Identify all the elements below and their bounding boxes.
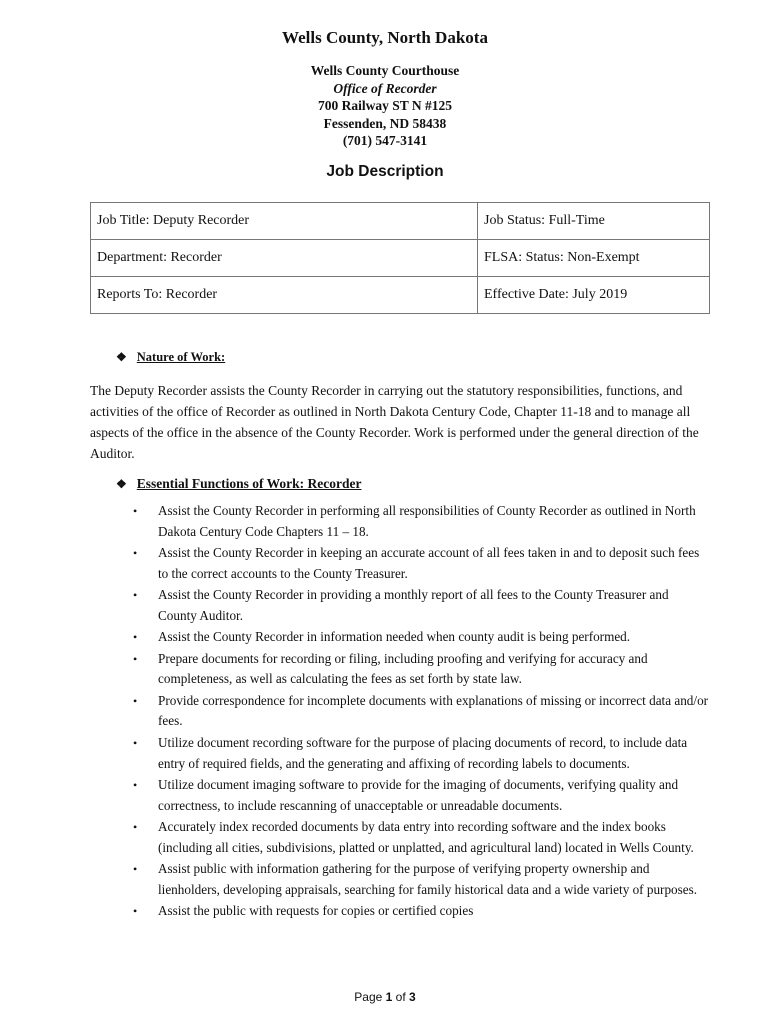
total-pages: 3 xyxy=(409,990,416,1004)
list-item: • Assist public with information gathering for the purpose of verifying property ownership and lienholders, developing appraisals, searching for family historical data and a wide variety of purposes. xyxy=(133,861,698,897)
job-title-cell: Job Title: Deputy Recorder xyxy=(91,203,478,240)
essential-functions-heading xyxy=(116,476,362,492)
table-row xyxy=(91,203,710,240)
of-word: of xyxy=(395,990,406,1004)
list-item: • Assist the County Recorder in performing all responsibilities of County Recorder as outlined in North Dakota Century Code Chapters 11 – 18. xyxy=(133,503,696,539)
list-item: • Utilize document imaging software to provide for the imaging of documents, verifying quality and correctness, to include rescanning of unacceptable or unreadable documents. xyxy=(133,776,679,813)
bullet-icon: • xyxy=(133,693,138,708)
effective-date-cell: Effective Date: July 2019 xyxy=(478,277,710,314)
city-line: Fessenden, ND 58438 xyxy=(323,115,447,131)
nature-heading-text: Nature of Work: xyxy=(136,350,226,364)
address-block xyxy=(0,62,770,150)
bullet-icon: • xyxy=(133,862,138,877)
diamond-bullet-icon: ❖ xyxy=(116,477,127,491)
table-row xyxy=(91,240,710,277)
list-item: • Assist the County Recorder in keeping an accurate account of all fees taken in and to deposit such fees to the correct accounts to the County Treasurer. xyxy=(133,545,700,581)
department-cell: Department: Recorder xyxy=(91,240,478,277)
street-line: 700 Railway ST N #125 xyxy=(317,98,453,113)
nature-of-work-paragraph: The Deputy Recorder assists the County Recorder in carrying out the statutory responsibilities, functions, and activities of the office of Recorder as outlined in North Dakota Century Code, Chapter 11-18 and to manage all aspects of the office in the absence of the County Recorder. Work is performed under the general direction of the Auditor. xyxy=(90,383,699,461)
bullet-icon: • xyxy=(133,630,138,645)
diamond-bullet-icon: ❖ xyxy=(116,350,127,364)
bullet-icon: • xyxy=(133,651,138,666)
list-item: • Assist the public with requests for copies or certified copies xyxy=(120,901,710,922)
document-title: Job Description xyxy=(326,163,444,180)
page-number xyxy=(0,990,770,1004)
essential-functions-list xyxy=(120,501,710,922)
list-item: • Prepare documents for recording or filing, including proofing and verifying for accuracy and completeness, as well as calculating the fees as set forth by state law. xyxy=(133,650,648,687)
job-status-cell: Job Status: Full-Time xyxy=(478,203,710,240)
page-word: Page xyxy=(354,990,383,1004)
current-page: 1 xyxy=(385,990,393,1004)
list-item: • Provide correspondence for incomplete documents with explanations of missing or incorrect data and/or fees. xyxy=(133,692,709,729)
bullet-icon: • xyxy=(133,735,138,750)
bullet-icon: • xyxy=(133,588,138,603)
list-item: • Assist the County Recorder in information needed when county audit is being performed. xyxy=(120,627,710,648)
courthouse-line: Wells County Courthouse xyxy=(310,63,460,78)
list-item: • Assist the County Recorder in providing a monthly report of all fees to the County Treasurer and County Auditor. xyxy=(133,587,669,623)
phone-line: (701) 547-3141 xyxy=(342,133,428,148)
reports-to-cell: Reports To: Recorder xyxy=(91,277,478,314)
list-item: • Accurately index recorded documents by data entry into recording software and the index books (including all cities, subdivisions, platted or unplatted, and agricultural land) located in Wells County. xyxy=(133,818,694,855)
nature-of-work-heading xyxy=(116,350,225,365)
county-title: Wells County, North Dakota xyxy=(282,28,488,47)
essential-heading-text: Essential Functions of Work: Recorder xyxy=(136,476,362,491)
bullet-icon: • xyxy=(133,904,138,919)
job-info-table xyxy=(90,202,710,314)
table-row xyxy=(91,277,710,314)
bullet-icon: • xyxy=(133,504,138,518)
bullet-icon: • xyxy=(133,819,138,834)
flsa-status-cell: FLSA: Status: Non-Exempt xyxy=(478,240,710,277)
list-item: • Utilize document recording software for the purpose of placing documents of record, to include data entry of required fields, and the generating and affixing of recording labels to documents. xyxy=(133,734,688,771)
bullet-icon: • xyxy=(133,546,138,561)
bullet-icon: • xyxy=(133,777,138,792)
office-line: Office of Recorder xyxy=(333,80,437,96)
